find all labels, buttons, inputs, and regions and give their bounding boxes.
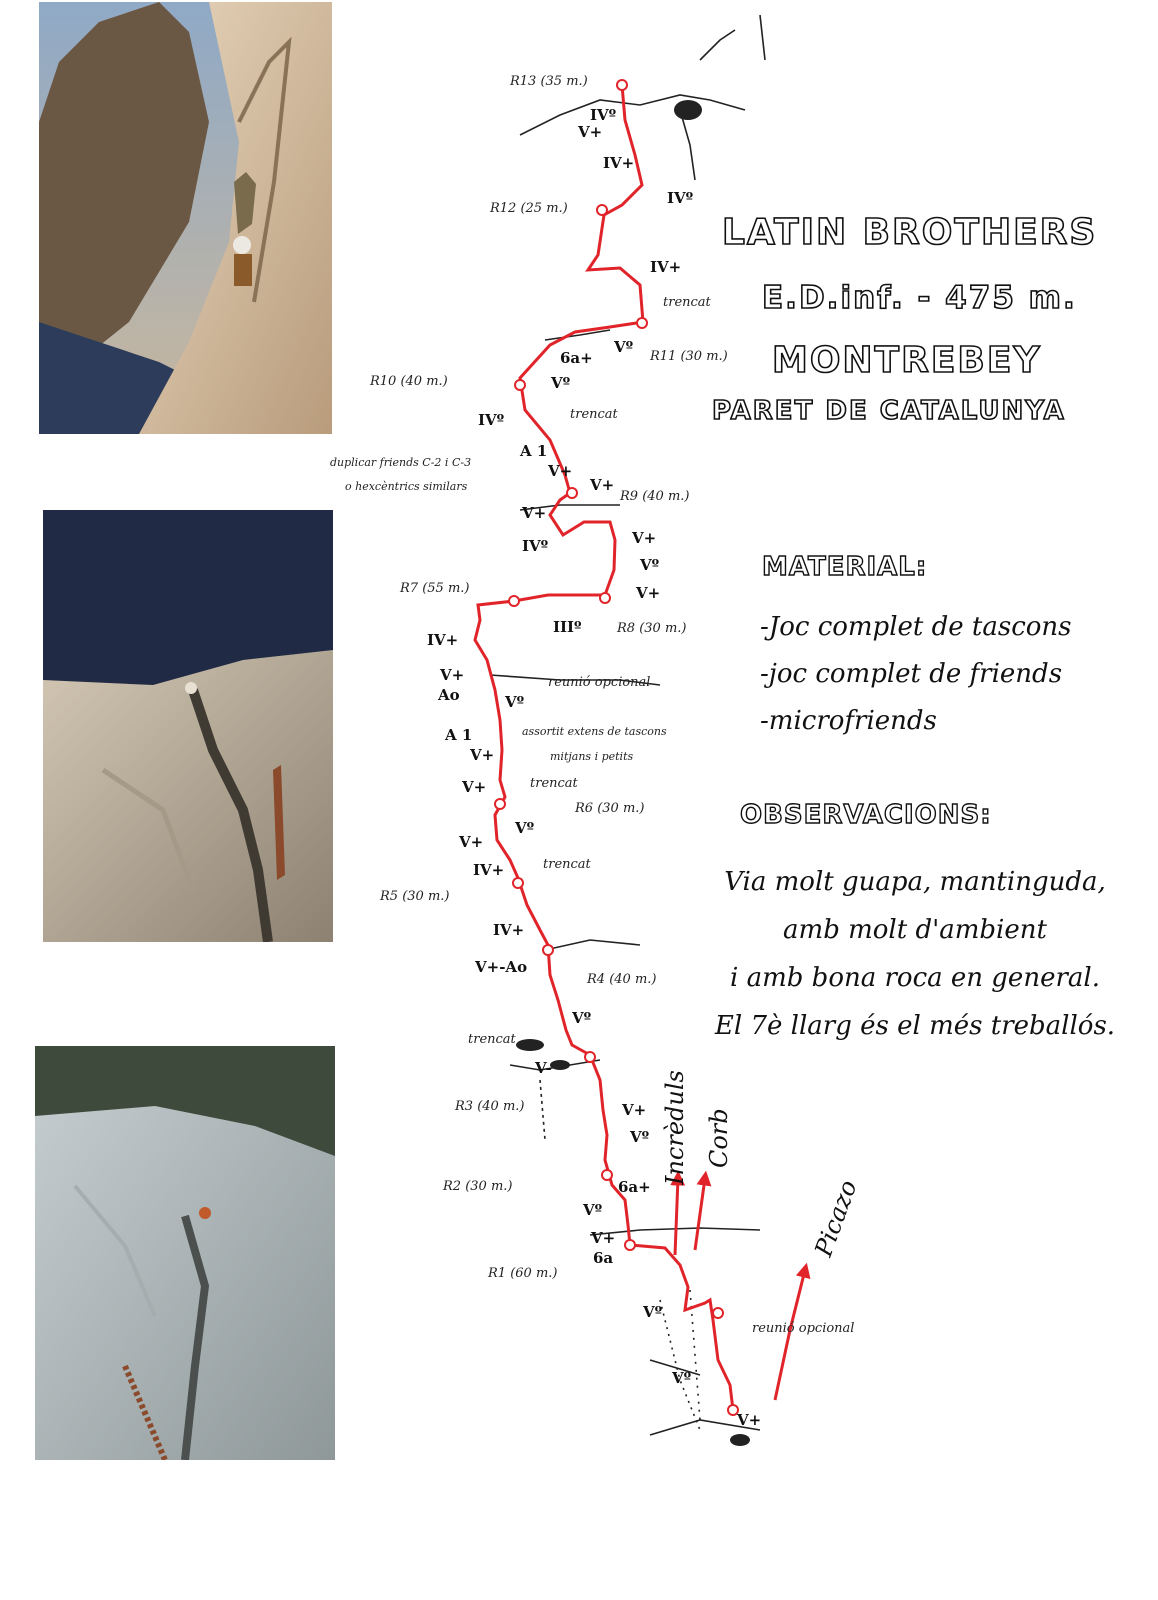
grade-label: V+-Ao xyxy=(475,958,528,976)
material-item: -microfriends xyxy=(760,706,937,736)
grade-label: Vº xyxy=(572,1009,592,1027)
belays xyxy=(495,80,738,1415)
grade-label: V+ xyxy=(522,504,547,522)
grade-label: V+ xyxy=(459,833,484,851)
note-label: trencat xyxy=(468,1032,516,1047)
belay-label: R1 (60 m.) xyxy=(488,1266,558,1281)
grade-label: A 1 xyxy=(445,726,473,744)
belay-label: R6 (30 m.) xyxy=(575,801,645,816)
belay-label: R7 (55 m.) xyxy=(400,581,470,596)
route-name-corb: Corb xyxy=(705,1108,733,1168)
belay-label: R11 (30 m.) xyxy=(650,349,728,364)
note-label: trencat xyxy=(530,776,578,791)
grade-label: V+ xyxy=(548,462,573,480)
belay-label: R10 (40 m.) xyxy=(370,374,448,389)
grade-label: V+ xyxy=(590,476,615,494)
observation-line: El 7è llarg és el més treballós. xyxy=(714,1011,1116,1041)
grade-label: Vº xyxy=(640,556,660,574)
grade-label: V+ xyxy=(622,1101,647,1119)
material-list xyxy=(760,604,1072,745)
grade-label: 6a+ xyxy=(560,349,593,367)
belay-label: R5 (30 m.) xyxy=(380,889,450,904)
neighbour-route-arrows xyxy=(675,1178,805,1400)
belay-label: R9 (40 m.) xyxy=(620,489,690,504)
note-label: trencat xyxy=(570,407,618,422)
grade-label: Vº xyxy=(583,1201,603,1219)
route-location: MONTREBEY xyxy=(772,340,1042,381)
note-label: mitjans i petits xyxy=(550,750,634,763)
observations-text xyxy=(690,858,1140,1050)
grade-labels xyxy=(427,106,761,1429)
grade-label: Ao xyxy=(438,686,460,704)
grade-label: IIIº xyxy=(553,618,582,636)
grade-label: 6a xyxy=(593,1249,614,1267)
belay-label: R12 (25 m.) xyxy=(490,201,568,216)
grade-label: V+ xyxy=(737,1411,762,1429)
grade-label: IVº xyxy=(478,411,505,429)
note-label: trencat xyxy=(543,857,591,872)
note-label: reunió opcional xyxy=(752,1321,855,1336)
route-name-picazo: Picazo xyxy=(809,1176,863,1261)
grade-label: A 1 xyxy=(520,442,548,460)
observations-heading: OBSERVACIONS: xyxy=(740,800,992,830)
belay-label: R2 (30 m.) xyxy=(443,1179,513,1194)
note-label: reunió opcional xyxy=(548,675,651,690)
belay-label: R13 (35 m.) xyxy=(510,74,588,89)
route-grade-length: E.D.inf. - 475 m. xyxy=(762,280,1077,316)
grade-label: IV+ xyxy=(493,921,525,939)
material-item: -Joc complet de tascons xyxy=(760,612,1072,642)
material-item: -joc complet de friends xyxy=(760,659,1063,689)
observation-line: i amb bona roca en general. xyxy=(730,963,1100,993)
grade-label: IV+ xyxy=(603,154,635,172)
grade-label: V+ xyxy=(636,584,661,602)
note-label: duplicar friends C-2 i C-3 xyxy=(330,456,472,469)
route-name-increduls: Incrèduls xyxy=(661,1070,689,1185)
observation-line: Via molt guapa, mantinguda, xyxy=(724,867,1106,897)
note-label: trencat xyxy=(663,295,711,310)
grade-label: IV+ xyxy=(473,861,505,879)
grade-label: Vº xyxy=(505,693,525,711)
belay-label: R3 (40 m.) xyxy=(455,1099,525,1114)
grade-label: Vº xyxy=(643,1303,663,1321)
grade-label: Vº xyxy=(672,1369,692,1387)
grade-label: IVº xyxy=(667,189,694,207)
grade-label: IVº xyxy=(522,537,549,555)
grade-label: V+ xyxy=(632,529,657,547)
neighbour-route-labels xyxy=(661,1070,863,1261)
grade-label: V- xyxy=(535,1059,552,1077)
grade-label: Vº xyxy=(630,1128,650,1146)
grade-label: Vº xyxy=(614,338,634,356)
material-heading: MATERIAL: xyxy=(762,552,928,582)
route-wall: PARET DE CATALUNYA xyxy=(712,396,1066,426)
grade-label: Vº xyxy=(551,374,571,392)
grade-label: V+ xyxy=(470,746,495,764)
grade-label: V+ xyxy=(591,1229,616,1247)
route-line xyxy=(475,85,733,1410)
route-title: LATIN BROTHERS xyxy=(722,212,1098,253)
grade-label: IV+ xyxy=(650,258,682,276)
observation-line: amb molt d'ambient xyxy=(783,915,1047,945)
grade-label: V+ xyxy=(462,778,487,796)
grade-label: IV+ xyxy=(427,631,459,649)
belay-label: R8 (30 m.) xyxy=(617,621,687,636)
grade-label: V+ xyxy=(578,123,603,141)
grade-label: IVº xyxy=(590,106,617,124)
belay-label: R4 (40 m.) xyxy=(587,972,657,987)
grade-label: V+ xyxy=(440,666,465,684)
note-label: o hexcèntrics similars xyxy=(345,480,468,493)
grade-label: Vº xyxy=(515,819,535,837)
note-label: assortit extens de tascons xyxy=(522,725,667,738)
grade-label: 6a+ xyxy=(618,1178,651,1196)
